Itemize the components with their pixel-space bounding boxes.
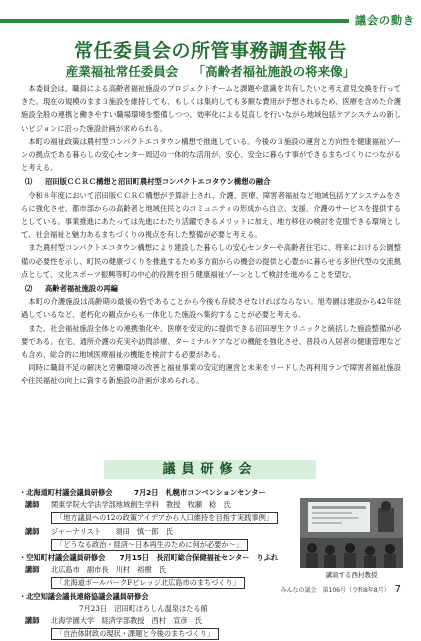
paragraph: また、社会福祉施設全体との連携強化や、医療を安定的に提供できる沼田厚生クリニックと統括した施設整備が必要である。在宅、通所介護の充実や訪問診療、ターミナルケアなどの機能を強化させ、普段の入居者の健康管理なども含め、総合的に地域医療福祉の機能を検討する必要がある。 [21,323,401,360]
lecture-theme: 「北海道ボールパークFビレッジ北広島市のまちづくり」 [51,577,245,589]
event-title: ・空知町村議会議員研修会 7月15日 長沼町総合保健福祉センター りふれ [19,553,279,563]
lecturer-row: 講師 北海学園大学 経済学部教授 西村 宣彦 氏 [25,616,202,626]
photo-caption: 講演する西村教授 [325,571,378,579]
lecturer-row: 講師 北広島市 副市長 川村 裕樹 氏 [25,565,167,575]
lecture-photo [300,498,403,568]
paragraph: また農村型コンパクトエコタウン構想により建設した暮らしの安心センターや高齢者住宅に、将来における公園整備の必要性を示し、町民の健康づくりを推進するため多方面からの機会の提供と心豊かに暮らせる多世代型の交流拠点として、文化スポーツ振興等町の中心的役割を担う健康福祉ゾーンとして検討を進めることを望む。 [21,243,401,279]
paragraph: 本町の介護施設は高齢期の最後の砦であることから今後も存続させなければならない。旭寿園は建設から42年経過しているなど、老朽化の観点からも一体化した施設へ集約することが必要と考える。 [21,297,401,320]
page-number: 7 [394,584,401,595]
section-tag: 議会の動き [349,12,421,30]
lecturer-row: 講師 ジャーナリスト 須田 慎一郎 氏 [25,526,173,536]
paragraph: 令和８年度において沼田版ＣＣＲＣ構想が予算計上され、介護、医療、障害者福祉など地域包括ケアシステムをさらに強化させ、都市部からの高齢者と地域住民とのコミュニティの形成から自立、支援、介護のサービスを提供するとしている。事業推進にあたっては先進にわたり活躍できるメリットに加え、地方移住の検討を克服できる環境として、社会福祉と魅力あるまちづくりの視点を有した整備が必要と考える。 [21,190,401,240]
paragraph: 本町の福祉政策は農村型コンパクトエコタウン構想で推進している。今後の３施設の運営と方向性を健康福祉ゾーンの拠点である暮らしの安心センター周辺の一体的な活用が、安心、安全に暮らす事ができるまちづくりにつながると考える。 [21,136,401,173]
report-theme: 「高齢者福祉施設の将来像」 [192,64,356,79]
section-heading: ⑴ 沼田版ＣＣＲＣ構想と沼田町農村型コンパクトエコタウン構想の融合 [25,177,271,187]
issue-info: みんなの議会 第106号（令和8年8月） [280,587,390,594]
page-footer [281,584,401,595]
lecture-photo-image [300,498,403,568]
training-heading: 議員研修会 [104,460,316,479]
page-title: 常任委員会の所管事務調査報告 [73,40,347,62]
lecture-theme: 「どうなる政治・経済～日本再生のために何が必要か～」 [51,539,248,551]
event-title: ・北空知議会議長連絡協議会議員研修会 [19,591,149,601]
section-heading: ⑵ 高齢者福祉施設の再編 [25,284,118,294]
training-events [19,487,287,641]
event-date-venue: 7月23日 沼田町ほろしん温泉ほたる館 [79,603,208,613]
event-title: ・北海道町村議会議員研修会 7月2日 札幌市コンベンションセンター [19,488,266,497]
page-subtitle [0,62,421,80]
lecture-theme: 「地方議員への12の政策アイデアから人口維持を目指す実践事例」 [51,512,278,524]
paragraph: 本委員会は、職員による高齢者福祉施設のプロジェクトチームと課題や意識を共有したいと考え意見交換を行ってきた。現在の規模のまま３施設を維持しても、もしくは集約しても多額な費用が予想されるため、医療を含めた介護施設全般の連携と働きやすい職場環境を整備しつつ、効率化による見直しを行いながら地域包括ケアシステムの新しいビジョンに沿った施設計画が求められる。 [21,84,401,133]
report-body [21,82,401,388]
lecture-theme: 「自治体財政の現状・課題と今後のまちづくり」 [51,628,219,640]
lecturer-row: 講師 関東学院大学法学部地域創生学科 教授 牧瀬 稔 氏 [25,500,231,510]
committee-name: 産業福祉常任委員会 [65,64,179,79]
paragraph: 同時に職員不足の解決と労働環境の改善と福祉事業の安定的運営と未来をリードした再利用ランで障害者福祉施設や住民福祉の向上に資する新施設の計画が求められる。 [21,363,401,386]
